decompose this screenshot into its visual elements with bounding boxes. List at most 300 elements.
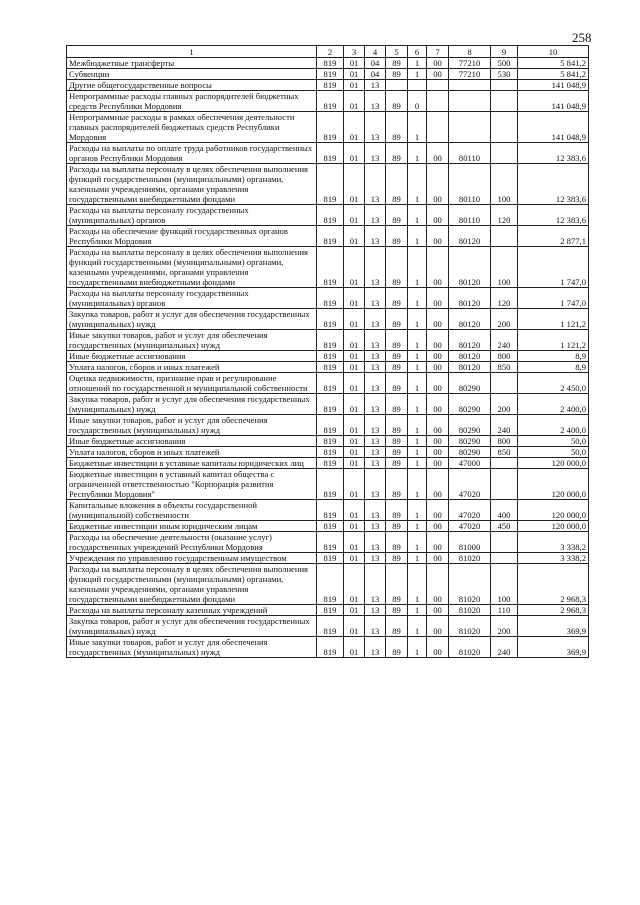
cell-c3: 01 [344, 469, 365, 500]
cell-c5: 89 [386, 469, 408, 500]
cell-c4: 04 [365, 58, 386, 69]
table-row [67, 112, 589, 143]
cell-c7: 00 [427, 469, 449, 500]
row-name: Иные закупки товаров, работ и услуг для обеспечения государственных (муниципальных) нужд [67, 415, 317, 436]
cell-c8: 77210 [449, 69, 491, 80]
cell-c6: 1 [408, 330, 427, 351]
cell-c2: 819 [317, 394, 344, 415]
cell-c10: 141 048,9 [518, 80, 589, 91]
cell-c8: 80110 [449, 143, 491, 164]
row-name: Межбюджетные трансферты [67, 58, 317, 69]
row-name: Иные бюджетные ассигнования [67, 436, 317, 447]
cell-c9: 100 [491, 164, 518, 205]
cell-c6: 1 [408, 309, 427, 330]
row-name: Расходы на выплаты персоналу казенных учреждений [67, 605, 317, 616]
cell-c2: 819 [317, 415, 344, 436]
cell-c8: 80120 [449, 351, 491, 362]
cell-c7: 00 [427, 288, 449, 309]
cell-c6: 1 [408, 564, 427, 605]
cell-c8 [449, 91, 491, 112]
cell-c9: 100 [491, 564, 518, 605]
cell-c2: 819 [317, 447, 344, 458]
cell-c7: 00 [427, 458, 449, 469]
cell-c4: 04 [365, 69, 386, 80]
cell-c9 [491, 112, 518, 143]
cell-c3: 01 [344, 362, 365, 373]
cell-c8: 47020 [449, 469, 491, 500]
cell-c3: 01 [344, 394, 365, 415]
cell-c10: 120 000,0 [518, 458, 589, 469]
header-cell: 4 [365, 46, 386, 58]
cell-c9: 100 [491, 247, 518, 288]
table-row [67, 616, 589, 637]
cell-c7: 00 [427, 247, 449, 288]
cell-c8: 80120 [449, 330, 491, 351]
cell-c6: 1 [408, 605, 427, 616]
cell-c3: 01 [344, 164, 365, 205]
cell-c9 [491, 458, 518, 469]
header-cell: 9 [491, 46, 518, 58]
row-name: Закупка товаров, работ и услуг для обеспечения государственных (муниципальных) нужд [67, 309, 317, 330]
cell-c7: 00 [427, 447, 449, 458]
header-cell: 6 [408, 46, 427, 58]
cell-c6: 1 [408, 637, 427, 658]
table-row [67, 351, 589, 362]
cell-c7: 00 [427, 564, 449, 605]
header-cell: 2 [317, 46, 344, 58]
cell-c9: 240 [491, 415, 518, 436]
cell-c10: 3 338,2 [518, 532, 589, 553]
cell-c5: 89 [386, 436, 408, 447]
cell-c3: 01 [344, 373, 365, 394]
cell-c7: 00 [427, 143, 449, 164]
cell-c5 [386, 80, 408, 91]
cell-c2: 819 [317, 80, 344, 91]
cell-c10: 8,9 [518, 362, 589, 373]
cell-c5: 89 [386, 564, 408, 605]
cell-c3: 01 [344, 247, 365, 288]
cell-c4: 13 [365, 288, 386, 309]
cell-c9: 800 [491, 436, 518, 447]
page-number: 258 [572, 30, 592, 45]
table-row [67, 469, 589, 500]
table-row [67, 605, 589, 616]
cell-c3: 01 [344, 521, 365, 532]
cell-c7: 00 [427, 436, 449, 447]
cell-c6: 1 [408, 469, 427, 500]
cell-c8: 80110 [449, 164, 491, 205]
table-row [67, 373, 589, 394]
row-name: Уплата налогов, сборов и иных платежей [67, 362, 317, 373]
cell-c2: 819 [317, 69, 344, 80]
cell-c9: 500 [491, 58, 518, 69]
cell-c8: 80120 [449, 309, 491, 330]
cell-c7: 00 [427, 351, 449, 362]
cell-c4: 13 [365, 532, 386, 553]
cell-c4: 13 [365, 205, 386, 226]
cell-c4: 13 [365, 447, 386, 458]
cell-c7: 00 [427, 58, 449, 69]
row-name: Закупка товаров, работ и услуг для обеспечения государственных (муниципальных) нужд [67, 616, 317, 637]
row-name: Бюджетные инвестиции в уставный капитал общества с ограниченной ответственностью "Корпорация развития Республики Мордовия" [67, 469, 317, 500]
row-name: Непрограммные расходы главных распорядителей бюджетных средств Республики Мордовия [67, 91, 317, 112]
cell-c3: 01 [344, 205, 365, 226]
cell-c7: 00 [427, 415, 449, 436]
cell-c2: 819 [317, 164, 344, 205]
cell-c6: 1 [408, 247, 427, 288]
cell-c2: 819 [317, 362, 344, 373]
cell-c6: 1 [408, 394, 427, 415]
cell-c2: 819 [317, 330, 344, 351]
cell-c9: 850 [491, 362, 518, 373]
cell-c8 [449, 80, 491, 91]
header-cell: 8 [449, 46, 491, 58]
cell-c4: 13 [365, 605, 386, 616]
cell-c4: 13 [365, 394, 386, 415]
cell-c3: 01 [344, 616, 365, 637]
cell-c8: 80120 [449, 226, 491, 247]
cell-c7: 00 [427, 226, 449, 247]
table-row [67, 458, 589, 469]
cell-c8: 80290 [449, 394, 491, 415]
table-row [67, 532, 589, 553]
cell-c7: 00 [427, 521, 449, 532]
table-header-row [67, 46, 589, 58]
cell-c3: 01 [344, 605, 365, 616]
cell-c4: 13 [365, 616, 386, 637]
cell-c6: 1 [408, 521, 427, 532]
row-name: Иные бюджетные ассигнования [67, 351, 317, 362]
cell-c8: 77210 [449, 58, 491, 69]
cell-c5: 89 [386, 247, 408, 288]
table-row [67, 91, 589, 112]
cell-c4: 13 [365, 309, 386, 330]
cell-c5: 89 [386, 394, 408, 415]
cell-c6: 1 [408, 616, 427, 637]
cell-c3: 01 [344, 112, 365, 143]
cell-c8 [449, 112, 491, 143]
cell-c10: 12 383,6 [518, 164, 589, 205]
cell-c8: 80290 [449, 415, 491, 436]
cell-c9: 120 [491, 288, 518, 309]
cell-c2: 819 [317, 532, 344, 553]
row-name: Капитальные вложения в объекты государственной (муниципальной) собственности [67, 500, 317, 521]
cell-c4: 13 [365, 373, 386, 394]
cell-c3: 01 [344, 69, 365, 80]
cell-c10: 8,9 [518, 351, 589, 362]
cell-c8: 47020 [449, 521, 491, 532]
cell-c4: 13 [365, 247, 386, 288]
cell-c3: 01 [344, 330, 365, 351]
cell-c3: 01 [344, 309, 365, 330]
cell-c6: 1 [408, 226, 427, 247]
table-row [67, 415, 589, 436]
table-row [67, 309, 589, 330]
cell-c9: 800 [491, 351, 518, 362]
cell-c10: 120 000,0 [518, 521, 589, 532]
cell-c9: 120 [491, 205, 518, 226]
cell-c8: 80120 [449, 362, 491, 373]
table-row [67, 500, 589, 521]
cell-c6: 1 [408, 373, 427, 394]
table-row [67, 436, 589, 447]
cell-c2: 819 [317, 351, 344, 362]
header-cell: 3 [344, 46, 365, 58]
cell-c9: 850 [491, 447, 518, 458]
cell-c2: 819 [317, 553, 344, 564]
cell-c7: 00 [427, 605, 449, 616]
cell-c9 [491, 91, 518, 112]
cell-c7: 00 [427, 205, 449, 226]
cell-c2: 819 [317, 226, 344, 247]
cell-c10: 120 000,0 [518, 469, 589, 500]
cell-c3: 01 [344, 143, 365, 164]
cell-c8: 80290 [449, 436, 491, 447]
cell-c3: 01 [344, 532, 365, 553]
cell-c3: 01 [344, 637, 365, 658]
cell-c3: 01 [344, 436, 365, 447]
cell-c9 [491, 532, 518, 553]
cell-c4: 13 [365, 436, 386, 447]
cell-c4: 13 [365, 500, 386, 521]
cell-c5: 89 [386, 112, 408, 143]
cell-c10: 141 048,9 [518, 91, 589, 112]
cell-c10: 120 000,0 [518, 500, 589, 521]
cell-c6: 1 [408, 447, 427, 458]
cell-c2: 819 [317, 521, 344, 532]
cell-c7 [427, 80, 449, 91]
cell-c6 [408, 80, 427, 91]
cell-c2: 819 [317, 58, 344, 69]
cell-c8: 81020 [449, 605, 491, 616]
row-name: Непрограммные расходы в рамках обеспечения деятельности главных распорядителей бюджетных средств Республики Мордовия [67, 112, 317, 143]
cell-c9 [491, 80, 518, 91]
row-name: Расходы на выплаты персоналу государственных (муниципальных) органов [67, 288, 317, 309]
cell-c7: 00 [427, 500, 449, 521]
table-row [67, 394, 589, 415]
cell-c5: 89 [386, 91, 408, 112]
cell-c4: 13 [365, 226, 386, 247]
cell-c5: 89 [386, 69, 408, 80]
cell-c2: 819 [317, 91, 344, 112]
cell-c2: 819 [317, 143, 344, 164]
cell-c6: 1 [408, 532, 427, 553]
cell-c8: 81020 [449, 616, 491, 637]
cell-c10: 50,0 [518, 447, 589, 458]
cell-c7: 00 [427, 616, 449, 637]
cell-c7 [427, 91, 449, 112]
cell-c10: 141 048,9 [518, 112, 589, 143]
table-row [67, 58, 589, 69]
cell-c6: 1 [408, 500, 427, 521]
row-name: Иные закупки товаров, работ и услуг для обеспечения государственных (муниципальных) нужд [67, 330, 317, 351]
cell-c3: 01 [344, 58, 365, 69]
cell-c6: 1 [408, 458, 427, 469]
cell-c10: 2 968,3 [518, 564, 589, 605]
cell-c2: 819 [317, 112, 344, 143]
cell-c4: 13 [365, 80, 386, 91]
row-name: Расходы на выплаты персоналу в целях обеспечения выполнения функций государственными (муниципальными) органами, казенными учреждениями, органами управления государственными внебюджетными фондами [67, 564, 317, 605]
header-cell: 10 [518, 46, 589, 58]
cell-c8: 80290 [449, 373, 491, 394]
cell-c9: 450 [491, 521, 518, 532]
cell-c8: 81000 [449, 532, 491, 553]
cell-c5: 89 [386, 226, 408, 247]
cell-c4: 13 [365, 351, 386, 362]
cell-c3: 01 [344, 415, 365, 436]
cell-c9 [491, 226, 518, 247]
table-row [67, 521, 589, 532]
cell-c7 [427, 112, 449, 143]
cell-c8: 80120 [449, 247, 491, 288]
cell-c2: 819 [317, 205, 344, 226]
row-name: Закупка товаров, работ и услуг для обеспечения государственных (муниципальных) нужд [67, 394, 317, 415]
budget-table [66, 45, 589, 658]
row-name: Расходы на выплаты персоналу в целях обеспечения выполнения функций государственными (муниципальными) органами, казенными учреждениями, органами управления государственными внебюджетными фондами [67, 164, 317, 205]
cell-c3: 01 [344, 500, 365, 521]
cell-c6: 0 [408, 91, 427, 112]
cell-c6: 1 [408, 553, 427, 564]
cell-c9: 200 [491, 309, 518, 330]
cell-c3: 01 [344, 91, 365, 112]
cell-c5: 89 [386, 637, 408, 658]
cell-c8: 47020 [449, 500, 491, 521]
cell-c2: 819 [317, 458, 344, 469]
cell-c5: 89 [386, 288, 408, 309]
cell-c4: 13 [365, 553, 386, 564]
cell-c9: 110 [491, 605, 518, 616]
cell-c5: 89 [386, 458, 408, 469]
table-row [67, 164, 589, 205]
table-row [67, 447, 589, 458]
cell-c5: 89 [386, 500, 408, 521]
cell-c5: 89 [386, 143, 408, 164]
cell-c4: 13 [365, 458, 386, 469]
cell-c4: 13 [365, 112, 386, 143]
cell-c10: 1 121,2 [518, 309, 589, 330]
cell-c10: 369,9 [518, 616, 589, 637]
cell-c5: 89 [386, 616, 408, 637]
cell-c7: 00 [427, 394, 449, 415]
cell-c8: 80290 [449, 447, 491, 458]
cell-c10: 2 400,0 [518, 415, 589, 436]
cell-c7: 00 [427, 164, 449, 205]
cell-c3: 01 [344, 226, 365, 247]
cell-c5: 89 [386, 447, 408, 458]
cell-c5: 89 [386, 58, 408, 69]
table-row [67, 80, 589, 91]
cell-c6: 1 [408, 164, 427, 205]
cell-c3: 01 [344, 80, 365, 91]
cell-c5: 89 [386, 415, 408, 436]
cell-c5: 89 [386, 373, 408, 394]
cell-c4: 13 [365, 143, 386, 164]
cell-c6: 1 [408, 288, 427, 309]
cell-c5: 89 [386, 362, 408, 373]
row-name: Расходы на обеспечение деятельности (оказание услуг) государственных учреждений Республики Мордовия [67, 532, 317, 553]
cell-c5: 89 [386, 205, 408, 226]
cell-c2: 819 [317, 288, 344, 309]
cell-c7: 00 [427, 309, 449, 330]
cell-c7: 00 [427, 69, 449, 80]
cell-c4: 13 [365, 362, 386, 373]
cell-c9 [491, 373, 518, 394]
cell-c4: 13 [365, 415, 386, 436]
cell-c9: 240 [491, 330, 518, 351]
cell-c9: 240 [491, 637, 518, 658]
row-name: Бюджетные инвестиции иным юридическим лицам [67, 521, 317, 532]
cell-c4: 13 [365, 91, 386, 112]
cell-c7: 00 [427, 373, 449, 394]
row-name: Расходы на обеспечение функций государственных органов Республики Мордовия [67, 226, 317, 247]
cell-c3: 01 [344, 458, 365, 469]
cell-c2: 819 [317, 605, 344, 616]
cell-c10: 50,0 [518, 436, 589, 447]
cell-c5: 89 [386, 351, 408, 362]
cell-c10: 5 841,2 [518, 58, 589, 69]
cell-c4: 13 [365, 564, 386, 605]
cell-c10: 2 400,0 [518, 394, 589, 415]
cell-c8: 81020 [449, 564, 491, 605]
cell-c2: 819 [317, 309, 344, 330]
cell-c10: 2 968,3 [518, 605, 589, 616]
cell-c7: 00 [427, 532, 449, 553]
cell-c8: 81020 [449, 553, 491, 564]
cell-c9: 200 [491, 394, 518, 415]
table-row [67, 330, 589, 351]
row-name: Расходы на выплаты персоналу государственных (муниципальных) органов [67, 205, 317, 226]
cell-c4: 13 [365, 164, 386, 205]
cell-c10: 2 877,1 [518, 226, 589, 247]
cell-c6: 1 [408, 436, 427, 447]
header-cell: 1 [67, 46, 317, 58]
cell-c8: 47000 [449, 458, 491, 469]
row-name: Расходы на выплаты по оплате труда работников государственных органов Республики Мордовия [67, 143, 317, 164]
cell-c10: 2 450,0 [518, 373, 589, 394]
row-name: Расходы на выплаты персоналу в целях обеспечения выполнения функций государственными (муниципальными) органами, казенными учреждениями, органами управления государственными внебюджетными фондами [67, 247, 317, 288]
table-row [67, 564, 589, 605]
cell-c8: 81020 [449, 637, 491, 658]
row-name: Другие общегосударственные вопросы [67, 80, 317, 91]
row-name: Субвенции [67, 69, 317, 80]
table-row [67, 553, 589, 564]
cell-c4: 13 [365, 521, 386, 532]
cell-c5: 89 [386, 164, 408, 205]
cell-c2: 819 [317, 247, 344, 288]
cell-c3: 01 [344, 564, 365, 605]
cell-c7: 00 [427, 553, 449, 564]
cell-c10: 12 383,6 [518, 205, 589, 226]
cell-c7: 00 [427, 330, 449, 351]
cell-c8: 80110 [449, 205, 491, 226]
cell-c9: 530 [491, 69, 518, 80]
cell-c2: 819 [317, 500, 344, 521]
cell-c2: 819 [317, 616, 344, 637]
cell-c10: 12 383,6 [518, 143, 589, 164]
cell-c6: 1 [408, 351, 427, 362]
cell-c10: 369,9 [518, 637, 589, 658]
cell-c7: 00 [427, 362, 449, 373]
cell-c6: 1 [408, 362, 427, 373]
cell-c2: 819 [317, 436, 344, 447]
cell-c2: 819 [317, 564, 344, 605]
table-row [67, 69, 589, 80]
row-name: Оценка недвижимости, признание прав и регулирование отношений по государственной и муниципальной собственности [67, 373, 317, 394]
table-row [67, 637, 589, 658]
row-name: Бюджетные инвестиции в уставные капиталы юридических лиц [67, 458, 317, 469]
cell-c2: 819 [317, 373, 344, 394]
row-name: Учреждения по управлению государственным имуществом [67, 553, 317, 564]
